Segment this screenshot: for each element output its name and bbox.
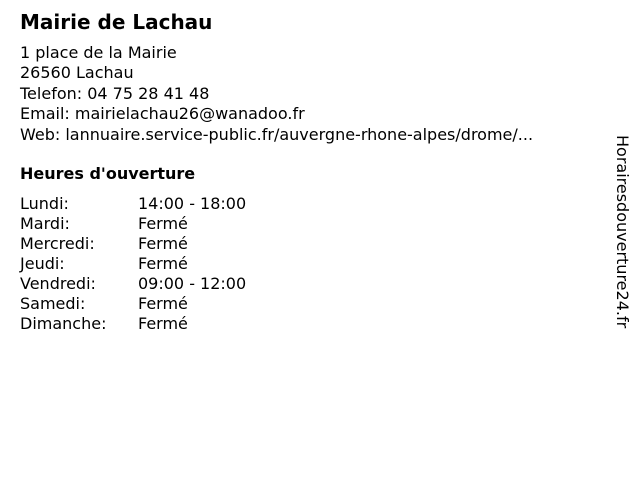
hours-time: Fermé	[138, 214, 188, 233]
watermark	[608, 135, 636, 373]
hours-time: Fermé	[138, 294, 188, 313]
hours-time: Fermé	[138, 314, 188, 333]
hours-heading: Heures d'ouverture	[20, 164, 196, 183]
hours-time: Fermé	[138, 234, 188, 253]
page-title: Mairie de Lachau	[20, 10, 213, 34]
hours-day: Vendredi:	[20, 274, 96, 293]
hours-time: Fermé	[138, 254, 188, 273]
web-text: Web: lannuaire.service-public.fr/auvergne-rhone-alpes/drome/...	[20, 124, 534, 144]
phone-text: Telefon: 04 75 28 41 48	[20, 83, 210, 103]
hours-time: 09:00 - 12:00	[138, 274, 247, 293]
address-city: 26560 Lachau	[20, 63, 134, 83]
hours-day: Mercredi:	[20, 234, 95, 253]
email-text: Email: mairielachau26@wanadoo.fr	[20, 104, 305, 124]
address-block	[20, 43, 533, 145]
hours-day: Lundi:	[20, 194, 69, 213]
address-street: 1 place de la Mairie	[20, 43, 177, 62]
hours-time: 14:00 - 18:00	[138, 194, 247, 213]
hours-day: Jeudi:	[20, 254, 65, 273]
hours-day: Dimanche:	[20, 314, 107, 333]
hours-day: Samedi:	[20, 294, 86, 313]
hours-day: Mardi:	[20, 214, 70, 233]
watermark-text: Horairesdouverture24.fr	[613, 135, 632, 329]
